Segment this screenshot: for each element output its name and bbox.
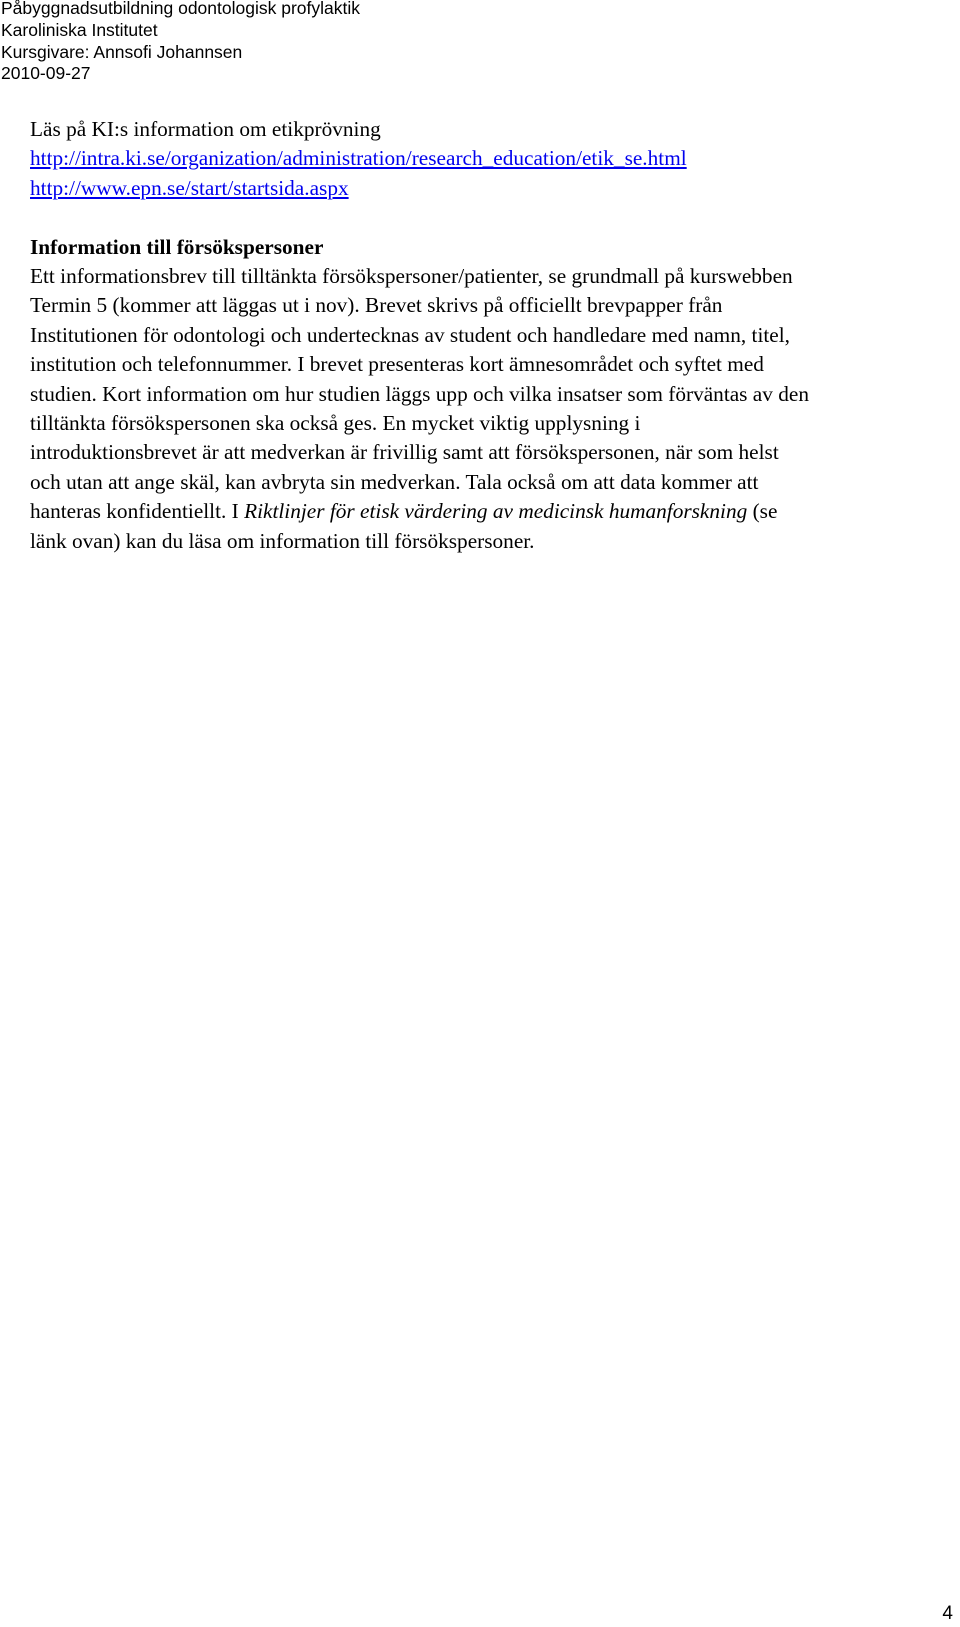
header-course-title: Påbyggnadsutbildning odontologisk profylaktik (1, 0, 360, 18)
paragraph-line: studien. Kort information om hur studien läggs upp och vilka insatser som förväntas av den (30, 381, 809, 406)
guidelines-title: Riktlinjer för etisk värdering av medicinsk humanforskning (244, 499, 748, 524)
ki-ethics-link[interactable]: http://intra.ki.se/organization/administration/research_education/etik_se.html (30, 146, 687, 171)
ethics-intro-text: Läs på KI:s information om etikprövning (30, 117, 381, 141)
paragraph-line: institution och telefonnummer. I brevet presenteras kort ämnesområdet och syftet med (30, 352, 764, 377)
document-header (1, 0, 360, 85)
paragraph-line: Ett informationsbrev till tilltänkta försökspersoner/patienter, se grundmall på kurswebben (30, 264, 793, 289)
header-institution: Karoliniska Institutet (1, 19, 158, 40)
paragraph-line: och utan att ange skäl, kan avbryta sin medverkan. Tala också om att data kommer att (30, 469, 759, 494)
paragraph-line: tilltänkta försökspersonen ska också ges. En mycket viktig upplysning i (30, 411, 641, 436)
section-heading: Information till försökspersoner (30, 234, 324, 259)
paragraph-text: (se (747, 499, 778, 524)
header-course-giver: Kursgivare: Annsofi Johannsen (1, 41, 243, 62)
paragraph-line: introduktionsbrevet är att medverkan är frivillig samt att försökspersonen, när som helst (30, 440, 779, 465)
paragraph-line: Termin 5 (kommer att läggas ut i nov). Brevet skrivs på officiellt brevpapper från (30, 293, 723, 318)
paragraph-line (30, 497, 958, 526)
paragraph-text: hanteras konfidentiellt. I (30, 499, 245, 524)
page-number: 4 (942, 1603, 953, 1624)
header-date: 2010-09-27 (1, 63, 91, 84)
paragraph-line: Institutionen för odontologi och undertecknas av student och handledare med namn, titel, (30, 322, 790, 347)
epn-link[interactable]: http://www.epn.se/start/startsida.aspx (30, 175, 349, 200)
document-body (30, 115, 958, 556)
info-paragraph (30, 262, 958, 556)
paragraph-line: länk ovan) kan du läsa om information till försökspersoner. (30, 528, 535, 553)
